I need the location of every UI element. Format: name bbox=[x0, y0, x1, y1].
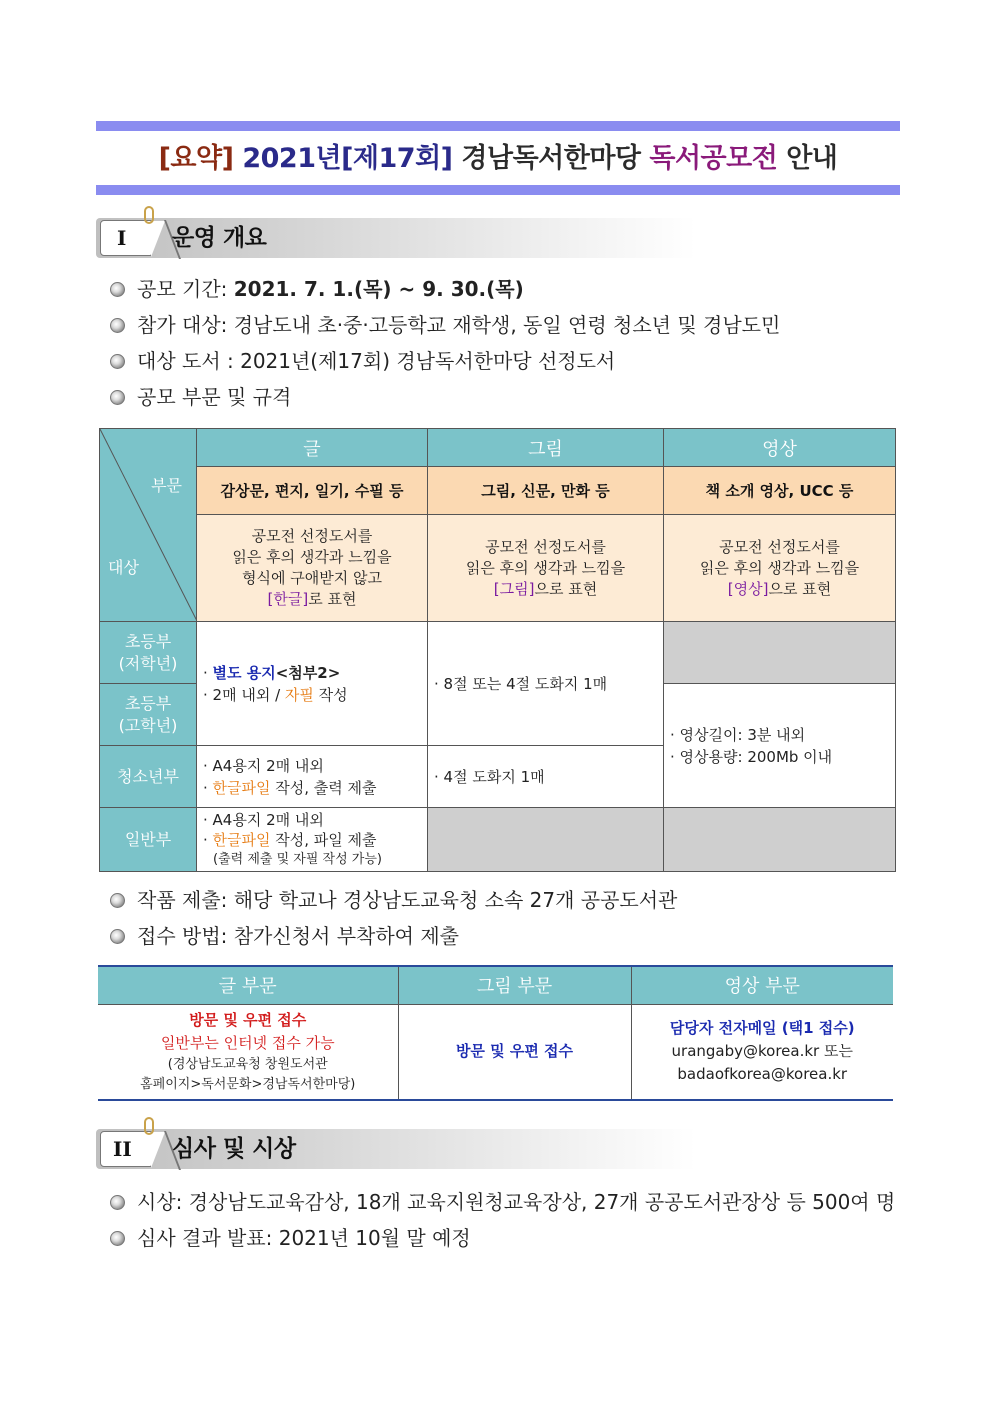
desc-highlight: [그림] bbox=[493, 579, 535, 598]
category-spec-table bbox=[99, 428, 896, 872]
bullet-label: 작품 제출: 해당 학교나 경상남도교육청 소속 27개 공공도서관 bbox=[137, 888, 678, 912]
title-prefix: [요약] bbox=[158, 143, 234, 174]
paperclip-icon bbox=[144, 206, 154, 224]
submission-line: 방문 및 우편 접수 bbox=[189, 1010, 307, 1029]
spec-highlight: 자필 bbox=[284, 685, 314, 704]
row-label-line: (저학년) bbox=[118, 653, 178, 673]
video-submission bbox=[631, 1004, 893, 1100]
page-title bbox=[96, 135, 900, 183]
header-video-section: 영상 부문 bbox=[631, 966, 893, 1004]
submission-line: 방문 및 우편 접수 bbox=[455, 1042, 574, 1061]
spec-text: 작성, 파일 제출 bbox=[270, 830, 377, 849]
bullet-label: 공모 부문 및 규격 bbox=[137, 385, 292, 409]
row-label-line: 초등부 bbox=[124, 631, 172, 651]
elem-low-video-unavailable bbox=[664, 622, 896, 684]
spec-line: · 영상용량: 200Mb 이내 bbox=[670, 747, 833, 766]
section-number-tab bbox=[100, 220, 152, 256]
bullet-icon bbox=[110, 1195, 125, 1210]
title-top-bar bbox=[96, 121, 900, 131]
spec-line: · A4용지 2매 내외 bbox=[203, 810, 324, 829]
general-video-unavailable bbox=[664, 808, 896, 872]
spec-prefix: · bbox=[203, 663, 213, 682]
sub-video: 책 소개 영상, UCC 등 bbox=[664, 467, 896, 515]
desc-text: 으로 표현 bbox=[768, 579, 832, 598]
desc-grim bbox=[428, 515, 664, 622]
bullet-icon bbox=[110, 929, 125, 944]
section-number: II bbox=[113, 1137, 132, 1161]
section-heading-1 bbox=[96, 216, 696, 260]
submission-method-table bbox=[98, 965, 893, 1101]
header-geul-section: 글 부문 bbox=[98, 966, 398, 1004]
spec-highlight: 한글파일 bbox=[212, 830, 271, 849]
spec-text: 작성 bbox=[313, 685, 348, 704]
table-corner-cell bbox=[100, 429, 197, 622]
desc-line: 읽은 후의 생각과 느낌을 bbox=[465, 558, 626, 577]
desc-line: 공모전 선정도서를 bbox=[485, 537, 606, 556]
youth-grim-spec: · 4절 도화지 1매 bbox=[428, 746, 664, 808]
row-label-general: 일반부 bbox=[100, 808, 197, 872]
spec-attachment: <첨부2> bbox=[275, 663, 341, 682]
grim-submission bbox=[398, 1004, 631, 1100]
row-label-elem-high bbox=[100, 684, 197, 746]
bullet-categories bbox=[110, 381, 291, 413]
spec-prefix: · bbox=[203, 778, 213, 797]
corner-label-target: 대상 bbox=[108, 558, 139, 577]
row-label-line: 초등부 bbox=[124, 693, 172, 713]
section-title: 운영 개요 bbox=[172, 225, 267, 251]
general-grim-unavailable bbox=[428, 808, 664, 872]
general-geul-spec bbox=[197, 808, 428, 872]
desc-highlight: [영상] bbox=[727, 579, 769, 598]
row-label-line: (고학년) bbox=[118, 715, 178, 735]
bullet-period bbox=[110, 273, 524, 305]
spec-line: · 영상길이: 3분 내외 bbox=[670, 725, 806, 744]
desc-line: 형식에 구애받지 않고 bbox=[242, 569, 382, 587]
bullet-label: 심사 결과 발표: 2021년 10월 말 예정 bbox=[137, 1226, 471, 1250]
spec-line bbox=[203, 777, 427, 799]
bullet-books bbox=[110, 345, 615, 377]
desc-line: 공모전 선정도서를 bbox=[719, 537, 840, 556]
email-address: urangaby@korea.kr 또는 bbox=[671, 1042, 853, 1061]
bullet-value: 2021. 7. 1.(목) ~ 9. 30.(목) bbox=[233, 277, 524, 301]
corner-diagonal bbox=[100, 429, 197, 621]
title-bottom-bar bbox=[96, 185, 900, 195]
spec-text: 작성, 출력 제출 bbox=[270, 778, 377, 797]
spec-highlight: 한글파일 bbox=[212, 778, 271, 797]
bullet-submission bbox=[110, 884, 677, 916]
bullet-label: 대상 도서 : 2021년(제17회) 경남독서한마당 선정도서 bbox=[137, 349, 616, 373]
sub-grim: 그림, 신문, 만화 등 bbox=[428, 467, 664, 515]
elem-geul-spec bbox=[197, 622, 428, 746]
spec-prefix: · 2매 내외 / bbox=[203, 685, 285, 704]
desc-line: 공모전 선정도서를 bbox=[251, 527, 373, 545]
header-geul: 글 bbox=[197, 429, 428, 467]
geul-submission bbox=[98, 1004, 398, 1100]
desc-line bbox=[428, 579, 663, 600]
submission-note: (경상남도교육청 창원도서관 bbox=[167, 1056, 328, 1072]
title-contest: 독서공모전 bbox=[649, 143, 778, 174]
youth-geul-spec bbox=[197, 746, 428, 808]
submission-line: 담당자 전자메일 (택1 접수) bbox=[669, 1019, 855, 1038]
row-label-elem-low bbox=[100, 622, 197, 684]
email-address: badaofkorea@korea.kr bbox=[677, 1065, 848, 1084]
bullet-label: 공모 기간: bbox=[137, 277, 234, 301]
tab-fold bbox=[151, 221, 165, 257]
desc-text: 으로 표현 bbox=[534, 579, 598, 598]
section-title: 심사 및 시상 bbox=[172, 1136, 296, 1162]
desc-geul bbox=[197, 515, 428, 622]
header-grim-section: 그림 부문 bbox=[398, 966, 631, 1004]
bullet-label: 접수 방법: 참가신청서 부착하여 제출 bbox=[137, 924, 459, 948]
bullet-method bbox=[110, 920, 459, 952]
submission-line: 일반부는 인터넷 접수 가능 bbox=[160, 1033, 335, 1052]
desc-line bbox=[664, 579, 895, 600]
spec-prefix: · bbox=[203, 830, 213, 849]
bullet-icon bbox=[110, 893, 125, 908]
spec-line bbox=[203, 830, 427, 850]
bullet-icon bbox=[110, 390, 125, 405]
desc-line: 읽은 후의 생각과 느낌을 bbox=[232, 548, 392, 566]
bullet-icon bbox=[110, 354, 125, 369]
spec-line: · A4용지 2매 내외 bbox=[203, 756, 324, 775]
bullet-eligibility bbox=[110, 309, 780, 341]
desc-line: 읽은 후의 생각과 느낌을 bbox=[699, 558, 860, 577]
spec-highlight: 별도 용지 bbox=[212, 663, 276, 682]
paperclip-icon bbox=[144, 1117, 154, 1135]
row-label-youth: 청소년부 bbox=[100, 746, 197, 808]
bullet-icon bbox=[110, 1231, 125, 1246]
section-number: I bbox=[117, 226, 127, 250]
title-year: 2021년[제17회] bbox=[242, 143, 453, 174]
title-event: 경남독서한마당 bbox=[461, 143, 641, 174]
spec-line bbox=[203, 662, 427, 684]
bullet-label: 참가 대상: 경남도내 초·중·고등학교 재학생, 동일 연령 청소년 및 경남도민 bbox=[137, 313, 781, 337]
tab-fold bbox=[151, 1132, 165, 1168]
desc-highlight: [한글] bbox=[267, 590, 309, 608]
video-spec bbox=[664, 684, 896, 808]
sub-geul: 감상문, 편지, 일기, 수필 등 bbox=[197, 467, 428, 515]
submission-note: 홈페이지>독서문화>경남독서한마당) bbox=[140, 1076, 356, 1092]
spec-line bbox=[203, 684, 427, 706]
desc-text: 로 표현 bbox=[308, 590, 357, 608]
desc-line bbox=[197, 589, 427, 610]
bullet-icon bbox=[110, 318, 125, 333]
bullet-announcement bbox=[110, 1222, 471, 1254]
bullet-label: 시상: 경상남도교육감상, 18개 교육지원청교육장상, 27개 공공도서관장상 등 500여 명 bbox=[137, 1190, 896, 1214]
bullet-awards bbox=[110, 1186, 895, 1218]
bullet-icon bbox=[110, 282, 125, 297]
section-heading-2 bbox=[96, 1127, 696, 1171]
corner-label-category: 부문 bbox=[151, 476, 182, 495]
spec-note: (출력 제출 및 자필 작성 가능) bbox=[213, 851, 382, 867]
elem-grim-spec: · 8절 또는 4절 도화지 1매 bbox=[428, 622, 664, 746]
section-number-tab bbox=[100, 1131, 152, 1167]
desc-video bbox=[664, 515, 896, 622]
header-video: 영상 bbox=[664, 429, 896, 467]
header-grim: 그림 bbox=[428, 429, 664, 467]
title-suffix: 안내 bbox=[786, 143, 838, 174]
